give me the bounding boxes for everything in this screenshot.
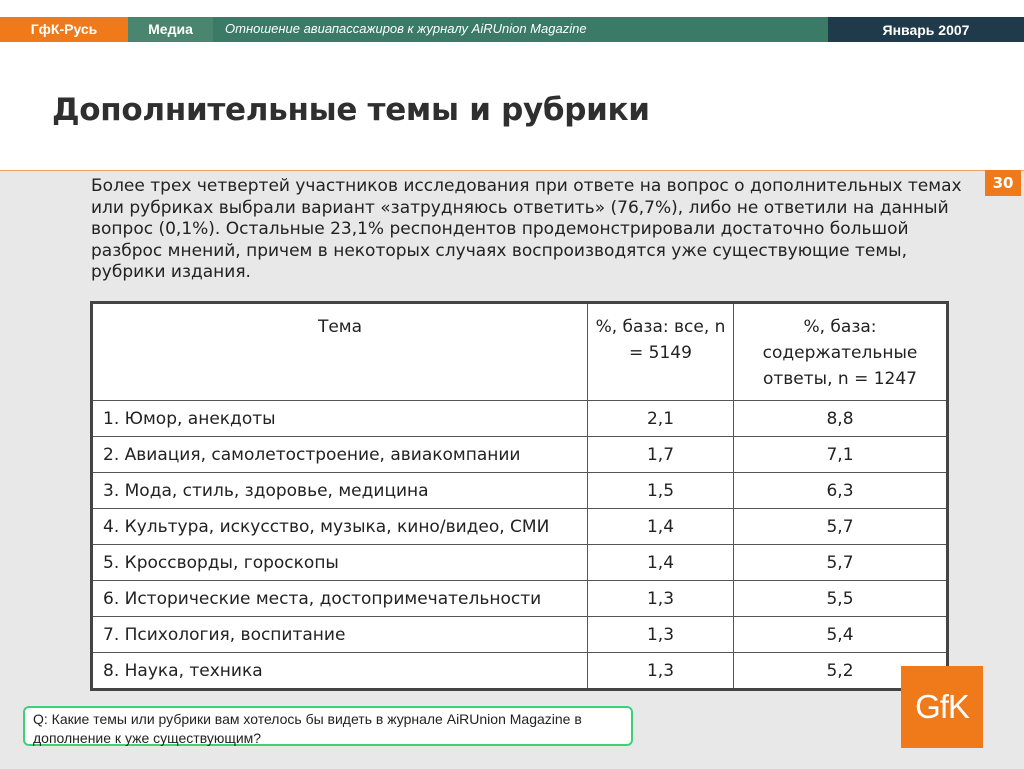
- cell-topic: 3. Мода, стиль, здоровье, медицина: [92, 473, 588, 509]
- header-all-base: %, база: все, n = 5149: [588, 303, 734, 401]
- cell-meaningful-base: 5,2: [734, 653, 948, 690]
- cell-meaningful-base: 5,5: [734, 581, 948, 617]
- table-row: [92, 473, 948, 509]
- table-header-row: [92, 303, 948, 401]
- cell-all-base: 1,4: [588, 509, 734, 545]
- section-label: Медиа: [128, 17, 213, 42]
- cell-all-base: 1,3: [588, 617, 734, 653]
- cell-all-base: 1,4: [588, 545, 734, 581]
- cell-all-base: 1,7: [588, 437, 734, 473]
- table-row: [92, 617, 948, 653]
- cell-all-base: 2,1: [588, 401, 734, 437]
- page-title: Дополнительные темы и рубрики: [52, 92, 650, 128]
- question-note: Q: Какие темы или рубрики вам хотелось бы видеть в журнале AiRUnion Magazine в дополнение к уже существующим?: [23, 706, 633, 746]
- report-title: Отношение авиапассажиров к журналу AiRUnion Magazine: [213, 17, 828, 42]
- cell-topic: 8. Наука, техника: [92, 653, 588, 690]
- cell-topic: 4. Культура, искусство, музыка, кино/видео, СМИ: [92, 509, 588, 545]
- cell-all-base: 1,3: [588, 581, 734, 617]
- report-date: Январь 2007: [828, 17, 1024, 42]
- cell-topic: 5. Кроссворды, гороскопы: [92, 545, 588, 581]
- cell-topic: 1. Юмор, анекдоты: [92, 401, 588, 437]
- cell-all-base: 1,3: [588, 653, 734, 690]
- gfk-logo: GfK: [901, 666, 983, 748]
- cell-meaningful-base: 7,1: [734, 437, 948, 473]
- cell-meaningful-base: 8,8: [734, 401, 948, 437]
- table-row: [92, 437, 948, 473]
- table-row: [92, 653, 948, 690]
- topics-table: [90, 301, 949, 691]
- cell-topic: 7. Психология, воспитание: [92, 617, 588, 653]
- cell-meaningful-base: 6,3: [734, 473, 948, 509]
- cell-meaningful-base: 5,4: [734, 617, 948, 653]
- page-number-badge: 30: [985, 170, 1021, 196]
- cell-meaningful-base: 5,7: [734, 545, 948, 581]
- table-row: [92, 581, 948, 617]
- brand-label: ГфК-Русь: [0, 17, 128, 42]
- header-meaningful-base: %, база: содержательные ответы, n = 1247: [734, 303, 948, 401]
- header-topic: Тема: [92, 303, 588, 401]
- cell-meaningful-base: 5,7: [734, 509, 948, 545]
- cell-topic: 2. Авиация, самолетостроение, авиакомпании: [92, 437, 588, 473]
- cell-topic: 6. Исторические места, достопримечательности: [92, 581, 588, 617]
- cell-all-base: 1,5: [588, 473, 734, 509]
- table-row: [92, 401, 948, 437]
- table-row: [92, 545, 948, 581]
- table-row: [92, 509, 948, 545]
- header-bar: [0, 17, 1024, 42]
- intro-paragraph: Более трех четвертей участников исследования при ответе на вопрос о дополнительных темах или рубриках выбрали вариант «затрудняюсь ответить» (76,7%), либо не ответили на данный вопрос (0,1%). Остальные 23,1% респондентов продемонстрировали достаточно большой разброс мнений, причем в некоторых случаях воспроизводятся уже существующие темы, рубрики издания.: [91, 176, 962, 283]
